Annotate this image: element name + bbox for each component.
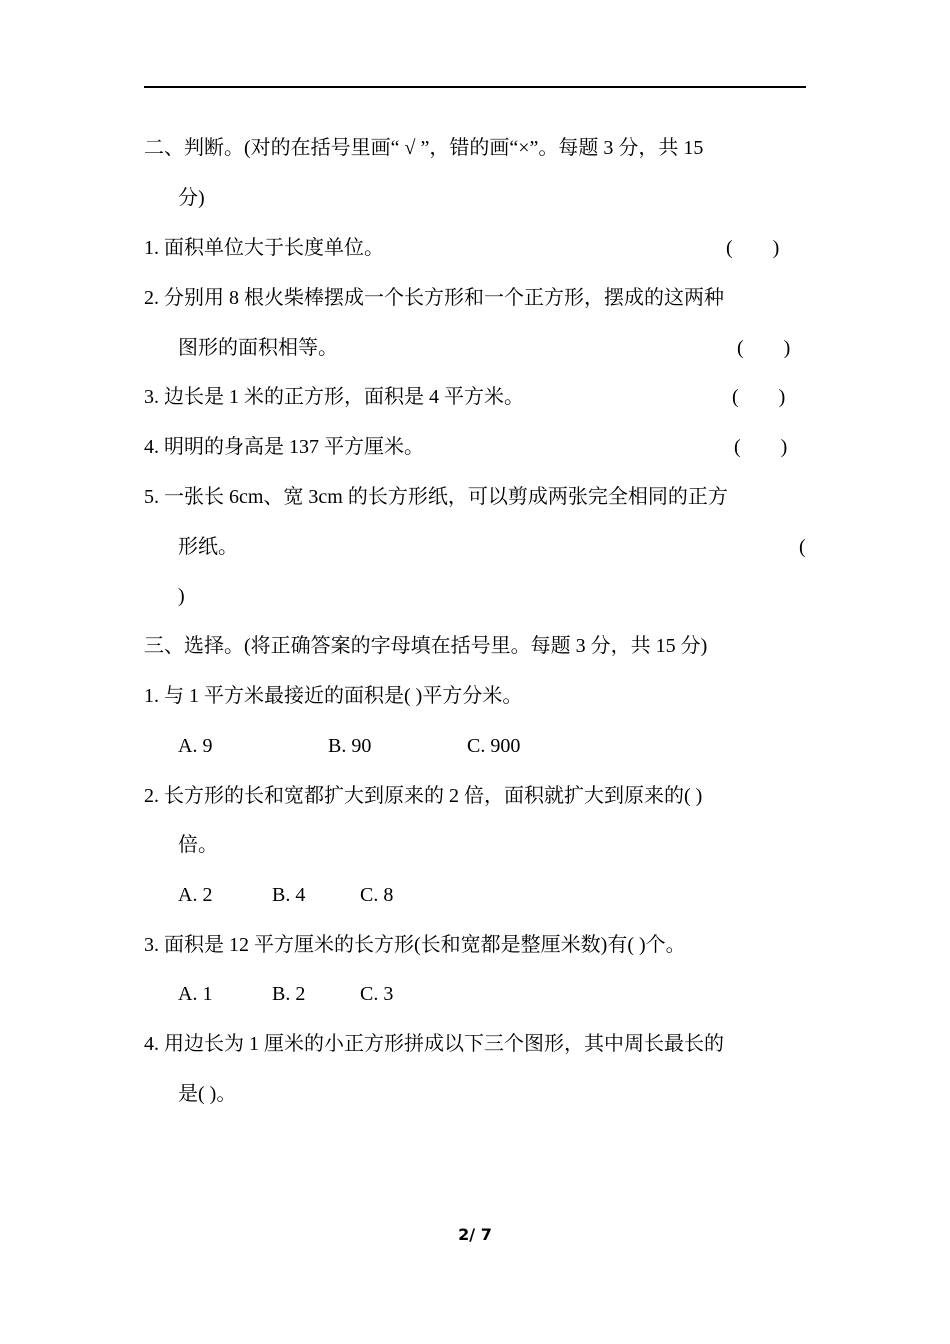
q2-option-c: C. 8 bbox=[360, 884, 394, 906]
page-number: 2/ 7 bbox=[458, 1225, 492, 1244]
q3-option-b: B. 2 bbox=[272, 983, 306, 1005]
choice-q2: 2. 长方形的长和宽都扩大到原来的 2 倍，面积就扩大到原来的( ) bbox=[144, 785, 703, 807]
answer-paren-5-open[interactable]: ( bbox=[799, 536, 806, 558]
judge-item-1: 1. 面积单位大于长度单位。 bbox=[144, 237, 384, 259]
answer-paren-3[interactable]: ( ) bbox=[732, 386, 786, 408]
judge-item-5-cont: 形纸。 bbox=[178, 536, 238, 558]
section3-title: 三、选择。(将正确答案的字母填在括号里。每题 3 分，共 15 分) bbox=[144, 635, 708, 657]
section2-title: 二、判断。(对的在括号里画“ √ ”，错的画“×”。每题 3 分，共 15 bbox=[144, 137, 704, 159]
q2-option-a: A. 2 bbox=[178, 884, 213, 906]
choice-q3: 3. 面积是 12 平方厘米的长方形(长和宽都是整厘米数)有( )个。 bbox=[144, 934, 686, 956]
answer-paren-1[interactable]: ( ) bbox=[726, 237, 780, 259]
header-rule bbox=[144, 86, 806, 88]
judge-item-2: 2. 分别用 8 根火柴棒摆成一个长方形和一个正方形，摆成的这两种 bbox=[144, 287, 724, 309]
section2-title-cont: 分) bbox=[178, 187, 205, 209]
q1-option-c: C. 900 bbox=[467, 735, 521, 757]
q3-option-a: A. 1 bbox=[178, 983, 213, 1005]
answer-paren-5-close[interactable]: ) bbox=[178, 585, 185, 607]
judge-item-5: 5. 一张长 6cm、宽 3cm 的长方形纸，可以剪成两张完全相同的正方 bbox=[144, 486, 728, 508]
choice-q2-cont: 倍。 bbox=[178, 834, 218, 856]
choice-q1: 1. 与 1 平方米最接近的面积是( )平方分米。 bbox=[144, 685, 523, 707]
answer-paren-2[interactable]: ( ) bbox=[737, 337, 791, 359]
q2-option-b: B. 4 bbox=[272, 884, 306, 906]
q3-option-c: C. 3 bbox=[360, 983, 394, 1005]
answer-paren-4[interactable]: ( ) bbox=[734, 436, 788, 458]
q1-option-a: A. 9 bbox=[178, 735, 213, 757]
judge-item-2-cont: 图形的面积相等。 bbox=[178, 337, 338, 359]
choice-q4: 4. 用边长为 1 厘米的小正方形拼成以下三个图形，其中周长最长的 bbox=[144, 1033, 724, 1055]
choice-q4-cont: 是( )。 bbox=[178, 1083, 237, 1105]
q1-option-b: B. 90 bbox=[328, 735, 372, 757]
judge-item-3: 3. 边长是 1 米的正方形，面积是 4 平方米。 bbox=[144, 386, 524, 408]
judge-item-4: 4. 明明的身高是 137 平方厘米。 bbox=[144, 436, 424, 458]
